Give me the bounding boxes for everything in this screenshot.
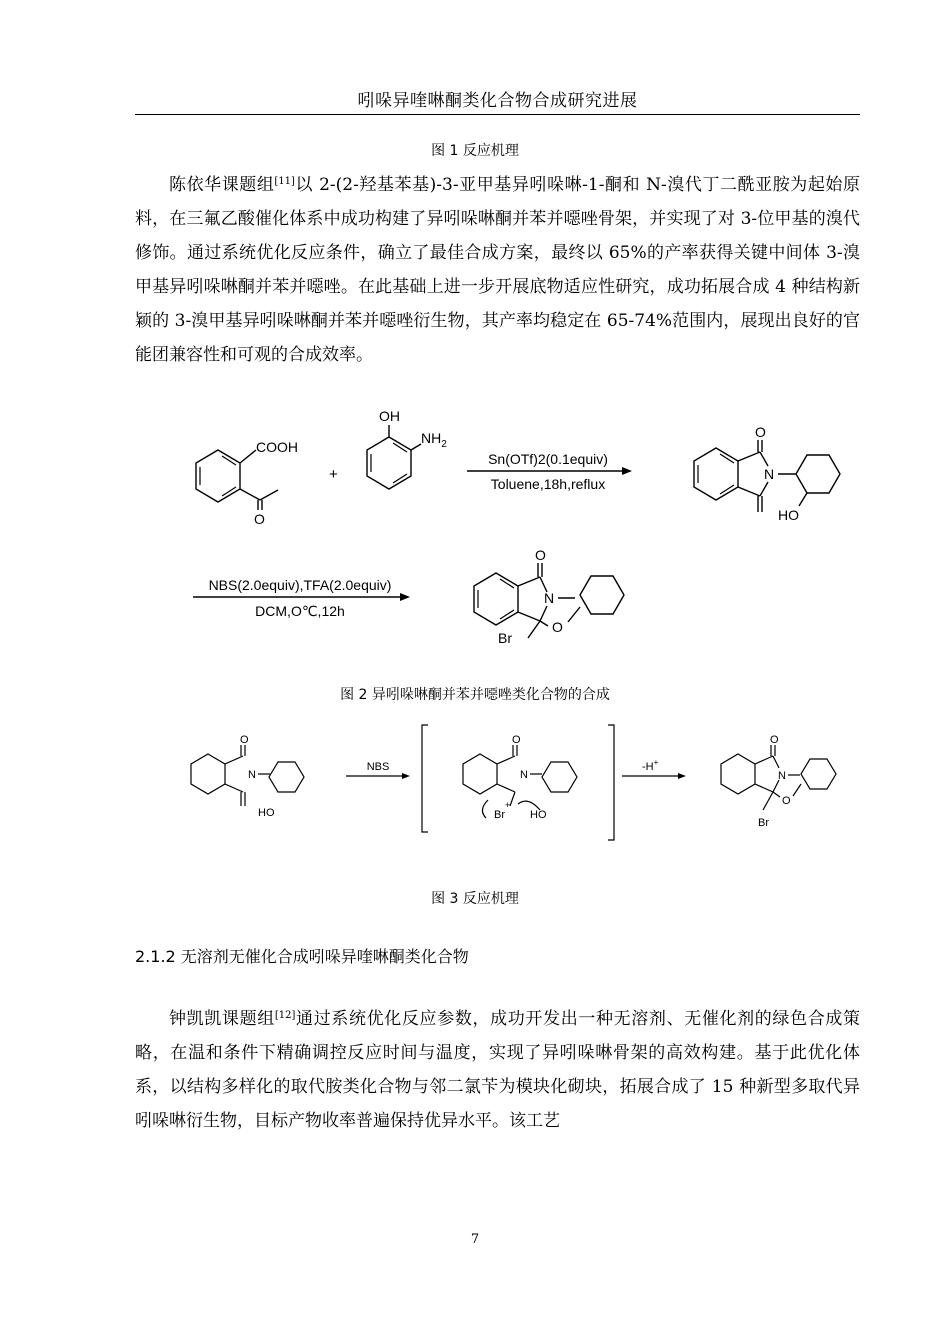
mech-int-n-label: N [520,769,528,781]
mech-int-o-label: O [512,734,521,746]
ketone-o-label: O [254,511,265,527]
mechanism-scheme [0,715,950,855]
paragraph-2 [135,1002,860,1138]
plus-sign: + [329,466,338,483]
section-heading: 2.1.2 无溶剂无催化合成吲哚异喹啉酮类化合物 [135,947,469,966]
mech-sm-o-label: O [240,734,249,746]
mech-sm-n-label: N [248,769,256,781]
bromomethyl-benzoxazole-structure [474,547,624,646]
mech-int-plus-label: + [505,800,511,810]
mech-prod-ring-o-label: O [782,795,791,807]
aminophenol-structure [367,408,447,489]
running-header: 吲哚异喹啉酮类化合物合成研究进展 [357,91,638,111]
citation-11: [11] [274,176,295,187]
minus-h-label: -H+ [642,758,659,773]
mech-int-ho-label: HO [530,809,547,821]
product-1-o-label: O [755,424,766,440]
methylene-isoindolinone-structure [694,424,840,523]
mechanism-product-structure [721,734,836,829]
conditions-2-top: NBS(2.0equiv),TFA(2.0equiv) [208,577,392,593]
paragraph-2-lead: 钟凯凯课题组 [169,1009,275,1029]
nbs-label: NBS [366,761,390,773]
oh-label: OH [379,408,400,424]
paragraph-1 [135,168,860,372]
figure-3-caption: 图 3 反应机理 [431,891,519,907]
mech-int-br-label: Br [494,809,505,821]
paragraph-2-body: 通过系统优化反应参数，成功开发出一种无溶剂、无催化剂的绿色合成策略，在温和条件下精确调控反应时间与温度，实现了异吲哚啉骨架的高效构建。基于此优化体系，以结构多样化的取代胺类化合物与邻二氯苄为模块化砌块，拓展合成了 15 种新型多取代异吲哚啉衍生物，目标产物收率普遍保持优异水平。该工艺 [135,1009,861,1131]
cooh-label: COOH [256,439,298,455]
product-2-n-label: N [544,590,555,606]
product-1-ho-label: HO [778,507,799,523]
paragraph-1-lead: 陈依华课题组 [169,175,275,195]
mechanism-sm-structure [191,734,304,819]
mech-prod-o-label: O [770,734,779,746]
mechanism-intermediate-structure [463,734,577,821]
acetylbenzoic-acid-structure [196,439,298,527]
product-2-br-label: Br [498,630,512,646]
conditions-1-top: Sn(OTf)2(0.1equiv) [488,451,608,467]
mech-sm-ho-label: HO [258,807,275,819]
mech-prod-br-label: Br [758,817,769,829]
conditions-2-bottom: DCM,O℃,12h [255,603,345,619]
product-2-ring-o-label: O [552,619,563,635]
conditions-1-bottom: Toluene,18h,reflux [490,476,606,492]
synthesis-scheme [0,400,950,680]
page-number: 7 [470,1232,480,1247]
mech-prod-n-label: N [778,770,786,782]
product-1-n-label: N [764,466,775,482]
figure-1-caption: 图 1 反应机理 [431,143,519,159]
figure-2-caption: 图 2 异吲哚啉酮并苯并噁唑类化合物的合成 [340,687,610,703]
header-rule [135,114,860,115]
citation-12: [12] [274,1010,296,1021]
product-2-o-label: O [535,547,546,563]
nh2-label: $NH_2$ [421,430,447,450]
paragraph-1-body: 以 2-(2-羟基苯基)-3-亚甲基异吲哚啉-1-酮和 N-溴代丁二酰亚胺为起始原料，在三氟乙酸催化体系中成功构建了异吲哚啉酮并苯并噁唑骨架，并实现了对 3-位甲基的溴代修饰。通过系统优化反应条件，确立了最佳合成方案，最终以 65%的产率获得关键中间体 3-溴甲基异吲哚啉酮并苯并噁唑。在此基础上进一步开展底物适应性研究，成功拓展合成 4 种结构新颖的 3-溴甲基异吲哚啉酮并苯并噁唑衍生物，其产率均稳定在 65-74%范围内，展现出良好的官能团兼容性和可观的合成效率。 [135,175,861,365]
